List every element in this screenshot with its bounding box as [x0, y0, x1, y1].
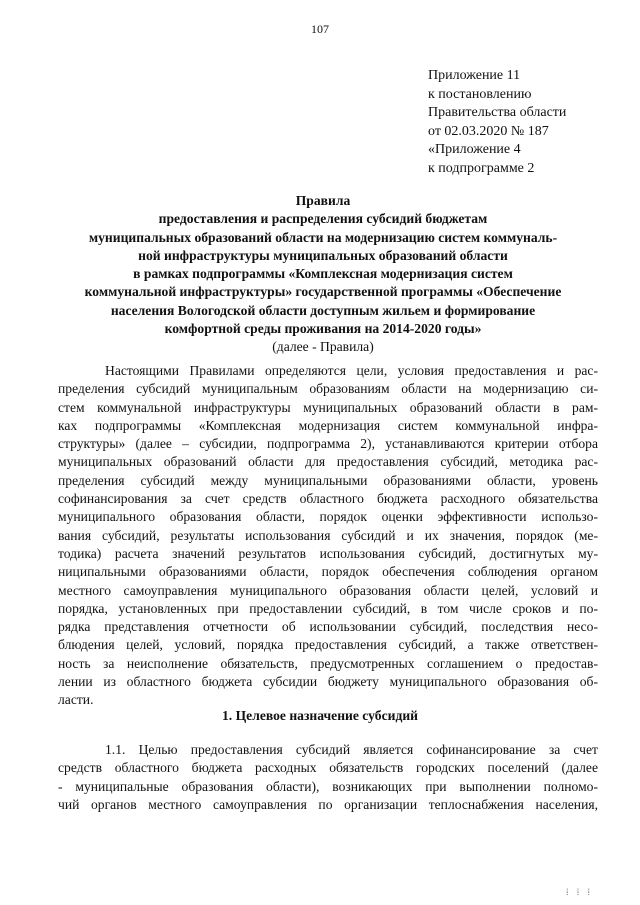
- paragraph-line: порядка, установленных при предоставлении субсидий, в том числе сроков и по-: [58, 600, 598, 616]
- paragraph-line: ках подпрограммы «Комплексная модернизация систем коммунальной инфра-: [58, 417, 598, 433]
- section-heading: 1. Целевое назначение субсидий: [222, 708, 418, 723]
- title-line: предоставления и распределения субсидий бюджетам: [158, 211, 488, 227]
- title-subtitle: (далее - Правила): [272, 339, 374, 355]
- paragraph-line: ность за неисполнение обязательств, предусмотренных соглашением о предостав-: [58, 655, 598, 671]
- paragraph-line: муниципального образования области, порядок оценки эффективности использо-: [58, 509, 598, 525]
- paragraph-line: тодика) расчета значений результатов использования субсидий, достигнутых му-: [58, 545, 598, 561]
- appendix-line: от 02.03.2020 № 187: [428, 123, 549, 139]
- appendix-line: Приложение 11: [428, 68, 521, 83]
- paragraph-line: - муниципальные образования области), возникающих при выполнении полномо-: [58, 778, 598, 794]
- document-title: [40, 192, 606, 357]
- paragraph-line: вания субсидий, результаты использования субсидий и их значения, порядок (ме-: [58, 527, 598, 543]
- title-line: населения Вологодской области доступным жильем и формирование: [110, 302, 536, 318]
- paragraph-line: Настоящими Правилами определяются цели, условия предоставления и рас-: [105, 363, 598, 378]
- section-1-paragraph: [58, 741, 598, 814]
- title-line: муниципальных образований области на модернизацию систем коммуналь-: [88, 229, 558, 245]
- paragraph-line: местного самоуправления муниципального образования области целей, условий и: [58, 582, 598, 598]
- appendix-line: к подпрограмме 2: [428, 160, 535, 176]
- title-line: комфортной среды проживания на 2014-2020 годы»: [164, 321, 482, 337]
- scan-mark: ⁞ ⁞ ⁞: [566, 887, 594, 897]
- paragraph-line: структуры» (далее – субсидии, подпрограмма 2), устанавливаются критерии отбора: [58, 436, 598, 452]
- paragraph-line: рядка представления отчетности об использовании субсидий, последствия несо-: [58, 619, 598, 635]
- paragraph-line: пределения субсидий муниципальным образованиям области на модернизацию си-: [58, 381, 598, 397]
- paragraph-line: лении из областного бюджета субсидии бюджету муниципального образования об-: [58, 674, 598, 690]
- title-line: в рамках подпрограммы «Комплексная модернизация систем: [133, 266, 513, 282]
- paragraph-line: 1.1. Целью предоставления субсидий является софинансирование за счет: [105, 742, 598, 757]
- appendix-line: Правительства области: [428, 105, 567, 121]
- page-number: 107: [311, 22, 329, 36]
- paragraph-line: муниципальных образований области для предоставления субсидий, методика рас-: [58, 454, 598, 470]
- paragraph-line: блюдения целей, условий, порядка предоставления субсидий, а также ответствен-: [58, 637, 598, 653]
- appendix-line: «Приложение 4: [428, 142, 521, 158]
- paragraph-line: ласти.: [58, 692, 94, 708]
- title-line: ной инфраструктуры муниципальных образований области: [138, 247, 508, 263]
- appendix-line: к постановлению: [428, 86, 532, 102]
- paragraph-line: чий органов местного самоуправления по организации теплоснабжения населения,: [58, 796, 598, 812]
- paragraph-line: стем коммунальной инфраструктуры муниципальных образований области в рам-: [58, 399, 598, 415]
- title-line: Правила: [295, 193, 351, 208]
- appendix-reference: [428, 67, 628, 179]
- paragraph-line: пределения субсидий между муниципальными образованиями области, уровень: [58, 472, 598, 488]
- paragraph-line: средств областного бюджета расходных обязательств городских поселений (далее: [58, 760, 598, 776]
- intro-paragraph: [58, 362, 598, 710]
- paragraph-line: софинансирования за счет средств областного бюджета расходного обязательства: [58, 491, 598, 507]
- paragraph-line: ниципальными образованиями области, порядок обеспечения соблюдения органом: [58, 564, 598, 580]
- title-line: коммунальной инфраструктуры» государственной программы «Обеспечение: [84, 284, 562, 300]
